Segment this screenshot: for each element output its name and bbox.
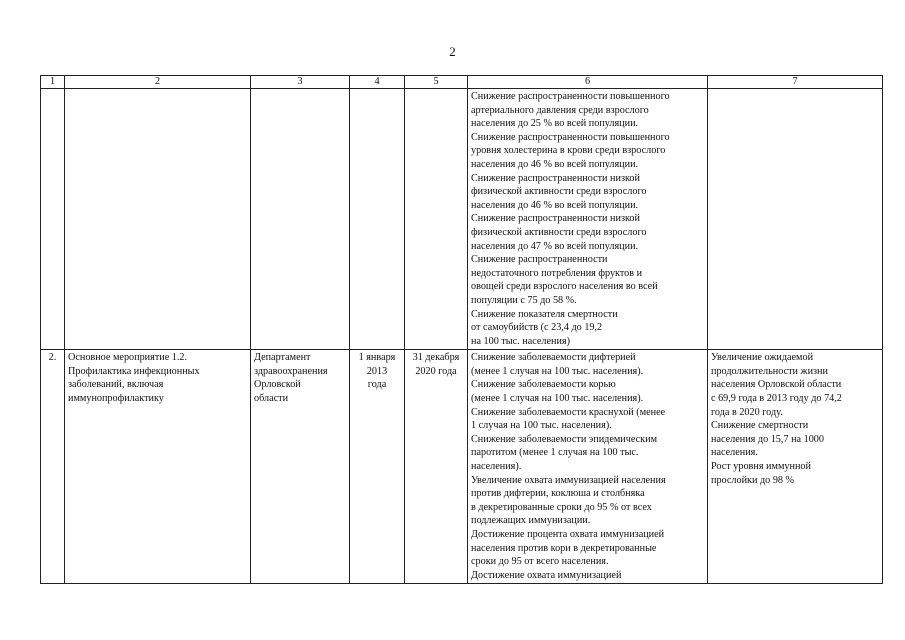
- start-date-cell: [350, 89, 405, 350]
- end-date-text: 31 декабря 2020 года: [412, 352, 460, 377]
- table-row: [41, 350, 883, 584]
- end-date-cell: [405, 89, 468, 350]
- indicators-text: Снижение распространенности повышенного артериального давления среди взрослого населения до 25 % во всей популяции. Снижение распространенности повышенного уровня холестерина в крови среди взрослого населения до 46 % во всей популяции. Снижение распространенности низкой физической активности среди взрослого населения до 46 % во всей популяции. Снижение распространенности низкой физической активности среди взрослого населения до 47 % во всей популяции. Снижение распространенности недостаточного потребления фруктов и овощей среди взрослого населения во всей популяции с 75 до 58 %. Снижение показателя смертности от самоубийств (с 23,4 до 19,2 на 100 тыс. населения): [471, 91, 670, 347]
- row-number: 2.: [48, 352, 57, 364]
- row-number-cell: [41, 89, 65, 350]
- program-activities-table: [40, 75, 883, 584]
- column-number-header-row: [41, 76, 883, 89]
- indicators-text: Снижение заболеваемости дифтерией (менее 1 случая на 100 тыс. населения). Снижение заболеваемости корью (менее 1 случая на 100 тыс. населения). Снижение заболеваемости краснухой (менее 1 случая на 100 тыс. населения). Снижение заболеваемости эпидемическим паротитом (менее 1 случая на 100 тыс. населения). Увеличение охвата иммунизацией населения против дифтерии, коклюша и столбняка в декретированные сроки до 95 % от всех подлежащих иммунизации. Достижение процента охвата иммунизацией населения против кори в декретированные сроки до 95 от всего населения. Достижение охвата иммунизацией: [471, 352, 666, 581]
- executor-cell: [251, 350, 350, 584]
- column-header-5: 5: [405, 76, 468, 89]
- table-row: [41, 89, 883, 350]
- results-text: Увеличение ожидаемой продолжительности жизни населения Орловской области с 69,9 года в 2013 году до 74,2 года в 2020 году. Снижение смертности населения до 15,7 на 1000 населения. Рост уровня иммунной прослойки до 98 %: [711, 352, 842, 486]
- column-header-7: 7: [708, 76, 883, 89]
- executor-cell: [251, 89, 350, 350]
- indicators-cell: [468, 89, 708, 350]
- row-number-cell: [41, 350, 65, 584]
- column-header-1: 1: [41, 76, 65, 89]
- activity-text: Основное мероприятие 1.2. Профилактика инфекционных заболеваний, включая иммунопрофилактику: [68, 352, 200, 405]
- results-cell: [708, 89, 883, 350]
- end-date-cell: [405, 350, 468, 584]
- indicators-cell: [468, 350, 708, 584]
- activity-cell: [65, 89, 251, 350]
- page-number: 2: [449, 44, 456, 59]
- column-header-3: 3: [251, 76, 350, 89]
- start-date-cell: [350, 350, 405, 584]
- column-header-6: 6: [468, 76, 708, 89]
- activity-cell: [65, 350, 251, 584]
- column-header-2: 2: [65, 76, 251, 89]
- start-date-text: 1 января 2013 года: [358, 352, 396, 391]
- executor-text: Департамент здравоохранения Орловской области: [254, 352, 328, 405]
- results-cell: [708, 350, 883, 584]
- column-header-4: 4: [350, 76, 405, 89]
